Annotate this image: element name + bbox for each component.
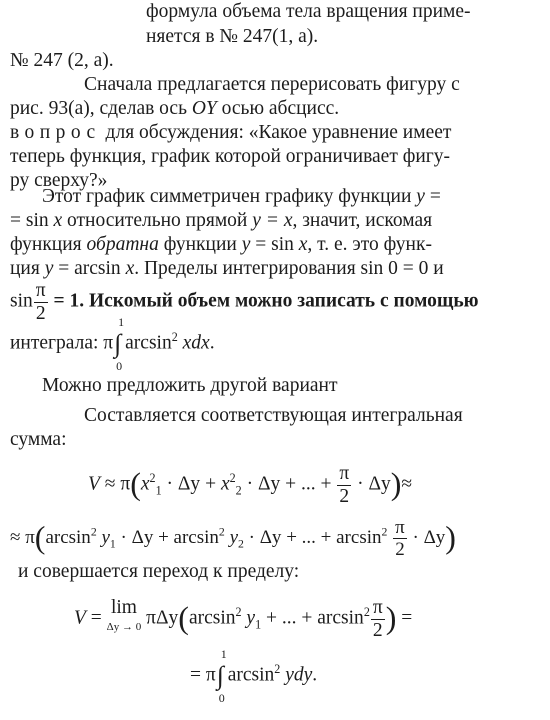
subscript: 1 bbox=[255, 617, 262, 632]
fraction-numerator: π bbox=[339, 463, 350, 484]
function-name: arcsin bbox=[188, 607, 236, 629]
math-op: · bbox=[120, 526, 127, 548]
math-term: Δy bbox=[423, 526, 446, 548]
limit bbox=[107, 598, 142, 633]
integral-sign: ∫ bbox=[216, 661, 224, 690]
text-line bbox=[10, 315, 215, 373]
text-fragment: для обсуждения: «Какое уравнение имеет bbox=[105, 122, 452, 143]
formula-final-integral bbox=[190, 647, 318, 705]
math-var: y bbox=[416, 186, 425, 207]
axis-name: OY bbox=[191, 98, 217, 119]
exponent: 2 bbox=[149, 470, 156, 485]
math-op: = bbox=[190, 664, 201, 686]
integral bbox=[114, 315, 125, 373]
math-op: · bbox=[412, 526, 419, 548]
subscript: 2 bbox=[238, 537, 244, 551]
text-fragment: Этот график симметричен графику функции bbox=[42, 186, 412, 207]
math-op: · bbox=[166, 473, 174, 495]
math-var: y bbox=[101, 526, 110, 548]
function-name: arcsin bbox=[45, 526, 91, 548]
fraction-numerator: π bbox=[372, 597, 383, 618]
text-line: сумма: bbox=[10, 429, 67, 450]
upper-limit: 1 bbox=[118, 315, 125, 329]
text-fragment: относительно прямой bbox=[67, 210, 248, 231]
exponent: 2 bbox=[381, 525, 388, 539]
exponent: 2 bbox=[218, 525, 225, 539]
text-line: и совершается переход к пределу: bbox=[18, 561, 300, 582]
text-line bbox=[10, 123, 451, 143]
math-op: + bbox=[320, 526, 332, 548]
math-op: · bbox=[248, 526, 255, 548]
math-term: Δy bbox=[177, 473, 201, 495]
math-expression: y = x bbox=[252, 210, 293, 231]
text-fragment: = bbox=[429, 186, 441, 207]
fraction bbox=[393, 518, 407, 559]
paren-close: ) bbox=[445, 518, 456, 555]
upper-limit: 1 bbox=[220, 647, 227, 661]
math-op: = bbox=[90, 607, 102, 629]
text-line bbox=[10, 99, 339, 119]
math-pi: π bbox=[25, 526, 35, 548]
math-term: Δy bbox=[257, 473, 281, 495]
exponent: 2 bbox=[90, 525, 97, 539]
problem-number: № 247 (2, а). bbox=[10, 50, 114, 71]
math-var: y bbox=[229, 526, 238, 548]
paren-open: ( bbox=[34, 518, 46, 555]
text-fragment: . bbox=[209, 332, 215, 354]
paren-open: ( bbox=[130, 465, 141, 502]
math-pi: π bbox=[120, 473, 131, 495]
text-line: няется в № 247(1, а). bbox=[146, 26, 319, 47]
fraction-denominator: 2 bbox=[372, 619, 383, 641]
exponent: 2 bbox=[363, 604, 370, 619]
math-op: ≈ bbox=[401, 473, 413, 495]
text-line bbox=[10, 235, 432, 255]
text-fragment: рис. 93(а), сделав ось bbox=[10, 98, 187, 119]
fraction-denominator: 2 bbox=[395, 539, 405, 560]
math-pi: π bbox=[146, 607, 156, 629]
math-term: Δy bbox=[155, 607, 179, 629]
math-term: Δy bbox=[368, 473, 391, 495]
function-name: arcsin bbox=[125, 332, 172, 354]
math-var: y bbox=[246, 607, 256, 629]
math-op: + bbox=[205, 473, 217, 495]
math-op: + bbox=[285, 473, 297, 495]
math-op: + bbox=[266, 607, 277, 629]
text-fragment: ция bbox=[10, 258, 40, 279]
math-var: x bbox=[125, 258, 135, 279]
text-line: Можно предложить другой вариант bbox=[42, 375, 338, 396]
text-fragment: = arcsin bbox=[58, 258, 121, 279]
math-op: · bbox=[246, 473, 254, 495]
spaced-word: вопрос bbox=[10, 122, 101, 143]
paren-close: ) bbox=[385, 599, 397, 636]
text-fragment: . Пределы интегрирования sin 0 = 0 и bbox=[134, 258, 444, 279]
math-term: Δy bbox=[259, 526, 282, 548]
math-var: x bbox=[53, 210, 63, 231]
exponent: 2 bbox=[274, 661, 281, 676]
fraction bbox=[34, 281, 48, 323]
math-op: + bbox=[158, 526, 169, 548]
text-line bbox=[42, 187, 441, 207]
function-name: arcsin bbox=[227, 664, 275, 686]
text-fragment: функции bbox=[163, 234, 237, 255]
math-op: · bbox=[357, 473, 364, 495]
fraction bbox=[337, 464, 351, 506]
lower-limit: 0 bbox=[116, 359, 123, 373]
subscript: 1 bbox=[109, 537, 116, 551]
fraction-numerator: π bbox=[395, 517, 405, 538]
math-var: V bbox=[74, 607, 86, 629]
emphasis: обратна bbox=[86, 234, 159, 255]
math-pi: π bbox=[205, 664, 216, 686]
text-fragment: = 1. Искомый объем можно записать с помощью bbox=[53, 290, 479, 312]
text-line: Сначала предлагается перерисовать фигуру с bbox=[84, 74, 460, 95]
fraction-numerator: π bbox=[35, 280, 46, 301]
math-var: x bbox=[140, 473, 150, 495]
limit-subscript: Δy → 0 bbox=[106, 620, 142, 633]
math-expression: ydy bbox=[285, 664, 313, 686]
formula-integral-sum bbox=[88, 464, 412, 506]
math-op: ... bbox=[301, 526, 316, 548]
math-op: ≈ bbox=[104, 473, 116, 495]
function-name: arcsin bbox=[317, 607, 364, 629]
lower-limit: 0 bbox=[218, 691, 225, 705]
exponent: 2 bbox=[171, 329, 178, 344]
math-term: Δy bbox=[131, 526, 154, 548]
exponent: 2 bbox=[235, 604, 242, 619]
math-expression: xdx bbox=[182, 332, 210, 354]
text-fragment: осью абсцисс. bbox=[221, 98, 340, 119]
formula-limit bbox=[74, 598, 412, 640]
text-line: Составляется соответствующая интегральная bbox=[84, 405, 463, 426]
math-op: ... bbox=[300, 473, 316, 495]
math-op: ≈ bbox=[10, 526, 21, 548]
text-fragment: = sin bbox=[10, 210, 49, 231]
formula-arcsin-sum bbox=[10, 518, 456, 559]
math-var: V bbox=[88, 473, 100, 495]
math-op: + bbox=[301, 607, 313, 629]
text-fragment: = sin bbox=[255, 234, 294, 255]
function-name: arcsin bbox=[173, 526, 219, 548]
subscript: 1 bbox=[155, 483, 162, 498]
text-fragment: интеграла: π bbox=[10, 332, 114, 354]
exponent: 2 bbox=[229, 470, 236, 485]
math-op: + bbox=[320, 473, 332, 495]
math-var: y bbox=[241, 234, 251, 255]
text-line: формула объема тела вращения приме- bbox=[146, 1, 471, 22]
function-name: arcsin bbox=[336, 526, 382, 548]
text-line bbox=[10, 259, 444, 279]
text-line bbox=[10, 211, 432, 231]
text-line: теперь функция, график которой ограничивает фигу- bbox=[10, 146, 451, 167]
fraction-denominator: 2 bbox=[35, 302, 46, 324]
math-op: ... bbox=[281, 607, 297, 629]
math-op: + bbox=[286, 526, 297, 548]
fraction bbox=[371, 598, 385, 640]
integral bbox=[216, 647, 227, 705]
paren-close: ) bbox=[390, 465, 402, 502]
math-var: y bbox=[44, 258, 54, 279]
text-fragment: , т. е. это функ- bbox=[307, 234, 432, 255]
text-line bbox=[10, 281, 479, 323]
integral-sign: ∫ bbox=[114, 329, 122, 358]
paren-open: ( bbox=[178, 599, 189, 636]
text-fragment: , значит, искомая bbox=[292, 210, 433, 231]
text-fragment: sin bbox=[10, 290, 33, 312]
limit-operator: lim bbox=[110, 597, 137, 618]
text-line: ру сверху?» bbox=[10, 170, 108, 191]
math-op: = bbox=[401, 607, 413, 629]
fraction-denominator: 2 bbox=[339, 485, 350, 507]
math-op: . bbox=[312, 664, 318, 686]
subscript: 2 bbox=[235, 483, 242, 498]
math-var: x bbox=[220, 473, 230, 495]
text-fragment: функция bbox=[10, 234, 82, 255]
math-var: x bbox=[298, 234, 308, 255]
